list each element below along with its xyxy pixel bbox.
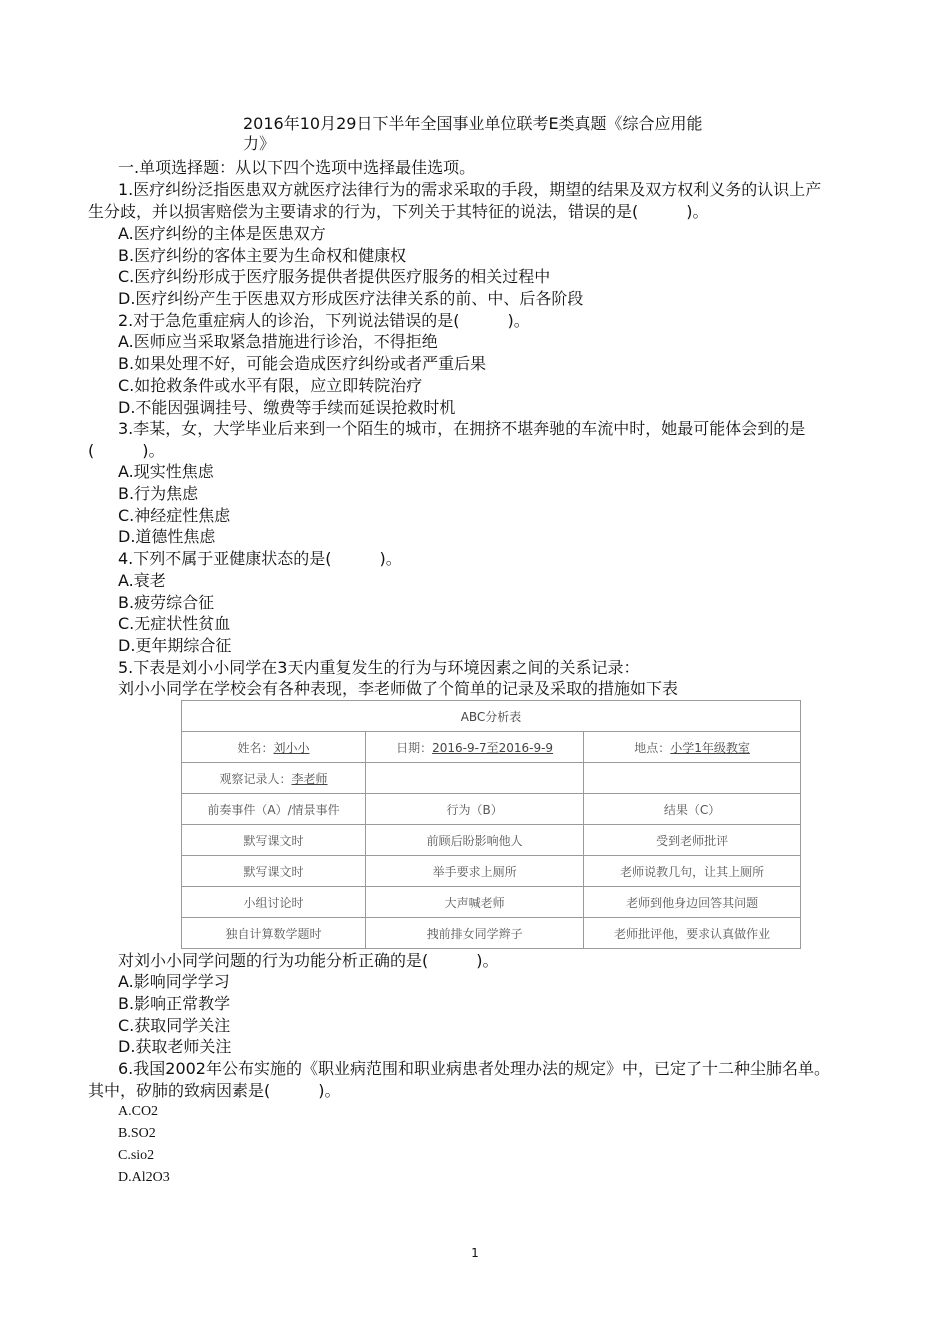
- q3-option-c: C.神经症性焦虑: [118, 506, 231, 525]
- name-value: 刘小小: [273, 740, 310, 755]
- page-number: 1: [471, 1246, 479, 1260]
- date-value: 2016-9-7至2016-9-9: [432, 740, 554, 755]
- q2-option-c: C.如抢救条件或水平有限，应立即转院治疗: [118, 376, 423, 395]
- table-cell: 受到老师批评: [584, 825, 801, 856]
- table-cell: 大声喊老师: [366, 887, 584, 918]
- q3-option-d: D.道德性焦虑: [118, 527, 216, 546]
- q6-option-d: D.Al2O3: [118, 1170, 170, 1185]
- q4-option-d: D.更年期综合征: [118, 636, 232, 655]
- q4-option-b: B.疲劳综合征: [118, 593, 215, 612]
- q3-text-line-2: ( )。: [88, 441, 165, 460]
- table-row: [182, 856, 801, 887]
- q1-option-b: B.医疗纠纷的客体主要为生命权和健康权: [118, 246, 407, 265]
- q5-option-b: B.影响正常教学: [118, 994, 231, 1013]
- q2-option-b: B.如果处理不好，可能会造成医疗纠纷或者严重后果: [118, 354, 487, 373]
- abc-header-a: 前奏事件（A）/情景事件: [182, 794, 366, 825]
- date-label: 日期：: [396, 740, 433, 755]
- document-title: [243, 114, 743, 154]
- table-cell: 老师到他身边回答其问题: [584, 887, 801, 918]
- table-cell: 拽前排女同学辫子: [366, 918, 584, 949]
- q4-text: 4.下列不属于亚健康状态的是( )。: [118, 549, 402, 568]
- q2-option-a: A.医师应当采取紧急措施进行诊治，不得拒绝: [118, 332, 438, 351]
- table-row: [182, 825, 801, 856]
- table-cell: 老师批评他，要求认真做作业: [584, 918, 801, 949]
- place-label: 地点：: [634, 740, 671, 755]
- q4-option-a: A.衰老: [118, 571, 166, 590]
- q2-option-d: D.不能因强调挂号、缴费等手续而延误抢救时机: [118, 398, 456, 417]
- q5-option-a: A.影响同学学习: [118, 972, 230, 991]
- q3-option-b: B.行为焦虑: [118, 484, 199, 503]
- q1-option-a: A.医疗纠纷的主体是医患双方: [118, 224, 326, 243]
- q5-text-line-1: 5.下表是刘小小同学在3天内重复发生的行为与环境因素之间的关系记录：: [118, 658, 640, 677]
- table-cell: 前顾后盼影响他人: [366, 825, 584, 856]
- abc-empty-cell: [584, 763, 801, 794]
- abc-analysis-table: [181, 700, 801, 949]
- observer-label: 观察记录人：: [219, 771, 292, 786]
- q6-text-line-2: 其中，矽肺的致病因素是( )。: [88, 1081, 341, 1100]
- abc-header-b: 行为（B）: [366, 794, 584, 825]
- table-cell: 独自计算数学题时: [182, 918, 366, 949]
- q1-option-d: D.医疗纠纷产生于医患双方形成医疗法律关系的前、中、后各阶段: [118, 289, 584, 308]
- table-cell: 小组讨论时: [182, 887, 366, 918]
- title-line-1: 2016年10月29日下半年全国事业单位联考E类真题《综合应用能: [243, 114, 703, 133]
- q6-option-c: C.sio2: [118, 1148, 155, 1163]
- q1-text-line-1: 1.医疗纠纷泛指医患双方就医疗法律行为的需求采取的手段，期望的结果及双方权利义务的认识上产: [118, 180, 822, 199]
- abc-header-c: 结果（C）: [584, 794, 801, 825]
- q6-option-a: A.CO2: [118, 1104, 159, 1119]
- name-label: 姓名：: [237, 740, 274, 755]
- q3-text-line-1: 3.李某，女，大学毕业后来到一个陌生的城市，在拥挤不堪奔驰的车流中时，她最可能体会到的是: [118, 419, 806, 438]
- table-cell: 默写课文时: [182, 856, 366, 887]
- abc-place-cell: [584, 732, 801, 763]
- observer-value: 李老师: [291, 771, 328, 786]
- table-cell: 老师说教几句，让其上厕所: [584, 856, 801, 887]
- q5-question: 对刘小小同学问题的行为功能分析正确的是( )。: [118, 951, 499, 970]
- table-row: [182, 887, 801, 918]
- q5-text-line-2: 刘小小同学在学校会有各种表现，李老师做了个简单的记录及采取的措施如下表: [118, 679, 679, 698]
- q5-option-c: C.获取同学关注: [118, 1016, 231, 1035]
- title-line-2: 力》: [243, 134, 276, 153]
- q1-text-line-2: 生分歧，并以损害赔偿为主要请求的行为，下列关于其特征的说法，错误的是( )。: [88, 202, 709, 221]
- q4-option-c: C.无症状性贫血: [118, 614, 231, 633]
- place-value: 小学1年级教室: [670, 740, 750, 755]
- abc-table-caption: ABC分析表: [182, 701, 801, 732]
- q1-option-c: C.医疗纠纷形成于医疗服务提供者提供医疗服务的相关过程中: [118, 267, 551, 286]
- table-cell: 举手要求上厕所: [366, 856, 584, 887]
- abc-empty-cell: [366, 763, 584, 794]
- section-header: 一.单项选择题：从以下四个选项中选择最佳选项。: [118, 158, 476, 177]
- abc-observer-cell: [182, 763, 366, 794]
- abc-name-cell: [182, 732, 366, 763]
- q6-option-b: B.SO2: [118, 1126, 156, 1141]
- abc-date-cell: [366, 732, 584, 763]
- table-row: [182, 918, 801, 949]
- q5-option-d: D.获取老师关注: [118, 1037, 232, 1056]
- table-cell: 默写课文时: [182, 825, 366, 856]
- q3-option-a: A.现实性焦虑: [118, 462, 214, 481]
- q6-text-line-1: 6.我国2002年公布实施的《职业病范围和职业病患者处理办法的规定》中，已定了十二种尘肺名单。: [118, 1059, 830, 1078]
- q2-text: 2.对于急危重症病人的诊治，下列说法错误的是( )。: [118, 311, 530, 330]
